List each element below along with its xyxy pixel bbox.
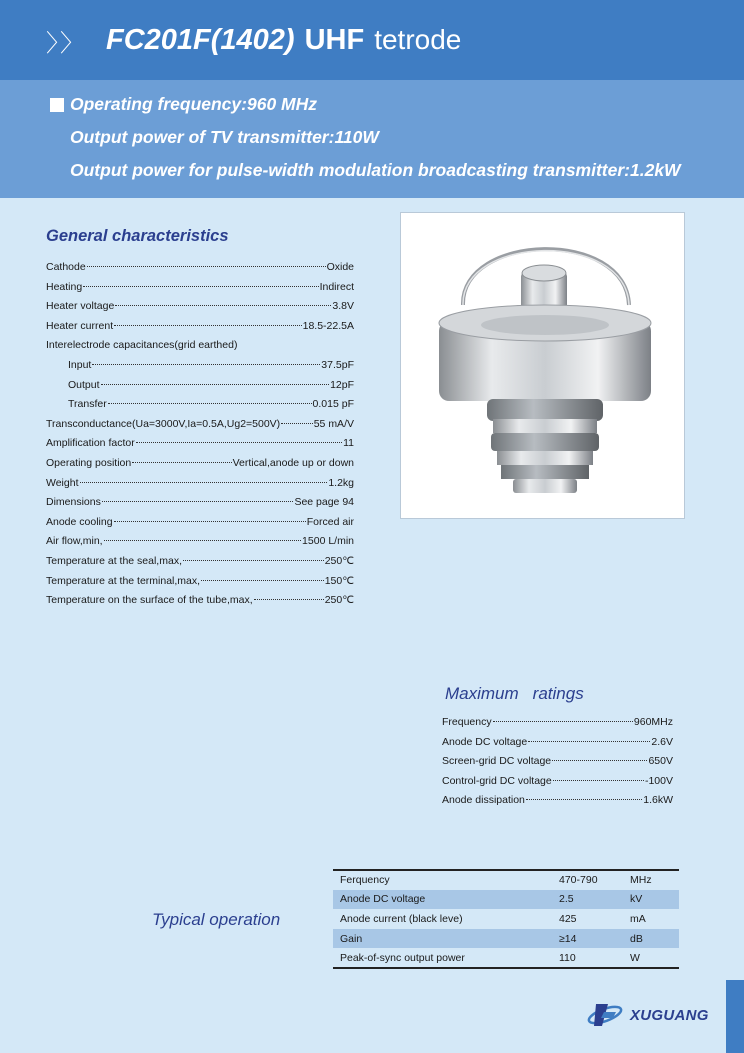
spec-value: 37.5pF [321,358,354,371]
spec-value: 0.015 pF [312,398,354,411]
banner-line-frequency: Operating frequency:960 MHz [70,94,317,114]
spec-label: Transconductance(Ua=3000V,Ia=0.5A,Ug2=500V) [46,417,281,430]
spec-row [442,791,673,811]
typical-operation-title: Typical operation [152,910,281,929]
spec-label: Temperature at the seal,max, [46,554,182,567]
spec-label: Dimensions [46,496,101,509]
brand-logo [586,998,709,1032]
dot-leader [92,353,320,365]
value-cell: 470-790 [559,874,598,887]
table-row [333,929,679,949]
dot-leader [102,490,294,502]
typical-operation-table [333,869,679,969]
dot-leader [528,730,650,742]
spec-label: Anode DC voltage [442,735,528,748]
spec-value: 1.6kW [643,794,673,807]
general-characteristics-list [46,258,354,611]
spec-value: 3.8V [332,300,354,313]
spec-value: Forced air [306,515,354,528]
dot-leader [132,451,231,463]
spec-value: Oxide [326,261,354,273]
unit-cell: mA [630,912,646,925]
spec-label: Transfer [68,398,107,411]
spec-label: Cathode [46,261,86,273]
dot-leader [101,373,330,385]
unit-cell: dB [623,929,679,949]
model-name: FC201F(1402) [106,23,295,56]
maximum-ratings-title [445,684,584,704]
dot-leader [183,549,324,561]
spec-value: Indirect [319,280,354,293]
table-row [333,948,679,968]
band-label: UHF [304,23,365,56]
dot-leader [108,392,312,404]
tube-photo [400,212,685,519]
spec-label: Screen-grid DC voltage [442,755,552,768]
param-cell: Ferquency [340,874,390,887]
spec-value: 650V [648,755,673,768]
spec-value: 250℃ [324,554,354,567]
unit-cell: kV [623,890,679,910]
corner-accent-bar [726,980,744,1053]
dot-leader [526,788,642,800]
dot-leader [281,412,313,424]
param-cell: Anode DC voltage [333,890,552,910]
spec-label: Frequency [442,716,492,728]
dot-leader [254,588,324,600]
spec-value: -100V [644,774,673,787]
spec-row [46,317,354,337]
spec-value: 11 [343,437,354,450]
param-cell: Anode current (black leve) [340,912,463,925]
spec-value: 1.2kg [328,476,354,489]
spec-label: Temperature on the surface of the tube,max, [46,594,253,607]
spec-label: Heater current [46,319,114,332]
spec-value: 55 mA/V [313,417,354,430]
dot-leader [552,749,647,761]
spec-value: 12pF [330,378,354,391]
dot-leader [104,529,301,541]
spec-label: Heating [46,280,83,293]
spec-value: 960MHz [633,716,673,728]
table-row [333,870,679,890]
dot-leader [80,471,328,483]
spec-value: 18.5-22.5A [302,319,354,332]
spec-label: Anode cooling [46,515,113,528]
chevron-right-icon: 〉〉 [46,28,86,57]
value-cell: 425 [559,912,577,925]
tetrode-tube-illustration [401,213,686,520]
dot-leader [136,431,342,443]
spec-label: Amplification factor [46,437,135,450]
value-cell: ≥14 [552,929,623,949]
spec-value: 250℃ [324,594,354,607]
dot-leader [83,275,318,287]
unit-cell: MHz [630,874,652,887]
key-specs-banner [0,80,744,198]
unit-cell: W [630,951,640,964]
param-cell: Gain [333,929,552,949]
spec-row [46,591,354,611]
spec-label: Output [68,378,100,391]
spec-label: Anode dissipation [442,794,525,807]
table-row [333,890,679,910]
tube-kind: tetrode [374,24,462,55]
page-header [0,0,744,80]
spec-value: 1500 L/min [302,535,354,548]
maximum-ratings-title-b: ratings [532,684,584,703]
dot-leader [493,710,633,722]
spec-label: Weight [46,476,79,489]
spec-label: Interelectrode capacitances(grid earthed) [46,339,238,352]
spec-label: Heater voltage [46,300,115,313]
general-characteristics-title: General characteristics [46,227,229,245]
banner-line-pwm-power: Output power for pulse-width modulation broadcasting transmitter:1.2kW [70,160,681,180]
param-cell: Peak-of-sync output power [340,951,465,964]
dot-leader [201,569,324,581]
xuguang-logo-icon [586,1000,624,1030]
spec-label: Air flow,min, [46,535,103,548]
spec-label: Control-grid DC voltage [442,774,552,787]
spec-value: See page 94 [294,496,354,509]
value-cell: 110 [559,951,576,964]
maximum-ratings-list [442,713,673,811]
banner-line-tv-power: Output power of TV transmitter:110W [70,127,379,147]
dot-leader [553,769,644,781]
spec-label: Temperature at the terminal,max, [46,574,201,587]
value-cell: 2.5 [552,890,623,910]
dot-leader [114,510,306,522]
spec-label: Input [68,358,92,371]
brand-name: XUGUANG [630,1006,709,1024]
maximum-ratings-title-a: Maximum [445,684,519,703]
dot-leader [87,255,326,267]
spec-value: Vertical,anode up or down [232,456,354,469]
spec-label: Operating position [46,456,132,469]
spec-value: 2.6V [651,735,673,748]
bullet-square-icon [50,98,64,112]
dot-leader [115,294,331,306]
dot-leader [114,314,302,326]
spec-value: 150℃ [324,574,354,587]
table-row [333,909,679,929]
